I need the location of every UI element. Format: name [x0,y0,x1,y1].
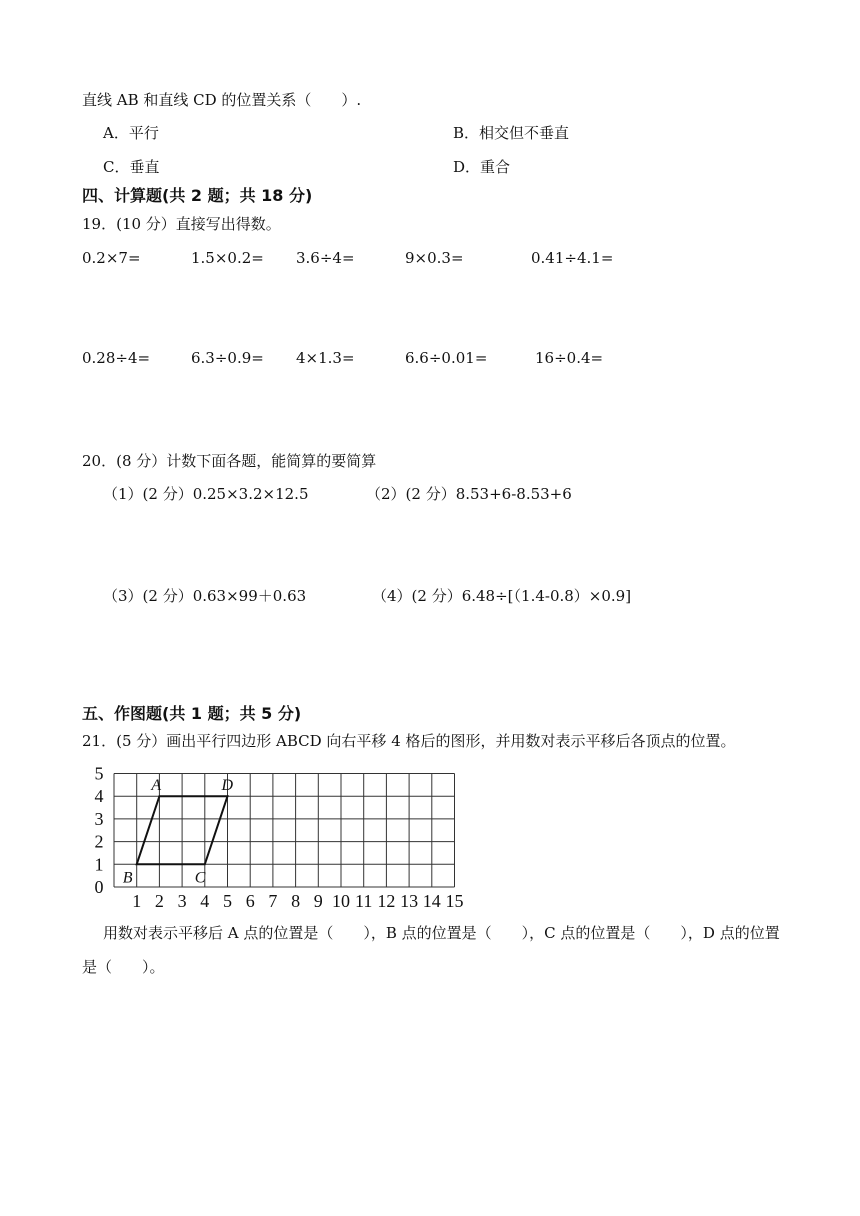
q18-option-d: D．重合 [453,158,511,176]
q19-item: 6.6÷0.01= [405,349,488,367]
x-axis-label: 10 [332,891,350,911]
x-axis-label: 12 [377,891,396,911]
y-axis-label: 5 [94,763,104,784]
q19-item: 6.3÷0.9= [191,349,264,367]
x-axis-label: 8 [291,891,301,911]
y-axis-label: 2 [94,831,104,852]
q18-option-b: B．相交但不垂直 [453,124,570,142]
vertex-label: B [122,869,133,887]
q19-item: 0.41÷4.1= [531,249,614,267]
section-5-title: 五、作图题(共 1 题；共 5 分) [82,704,302,723]
q21-stem: 21．(5 分）画出平行四边形 ABCD 向右平移 4 格后的图形，并用数对表示平移后各顶点的位置。 [82,732,736,750]
x-axis-label: 3 [177,891,187,911]
coordinate-grid [92,760,482,912]
q21-answer-line-2: 是（ ）。 [82,958,165,976]
vertex-label: C [194,869,206,887]
x-axis-label: 15 [445,891,464,911]
x-axis-label: 7 [268,891,278,911]
x-axis-label: 9 [313,891,323,911]
y-axis-label: 0 [94,877,104,897]
x-axis-label: 2 [154,891,164,911]
vertex-label: D [221,777,234,795]
q18-stem: 直线 AB 和直线 CD 的位置关系（ ）. [82,91,362,109]
x-axis-label: 6 [245,891,255,911]
x-axis-label: 4 [200,891,210,911]
y-axis-label: 1 [94,854,104,875]
x-axis-label: 11 [355,891,373,911]
section-4-title: 四、计算题(共 2 题；共 18 分) [82,186,313,205]
y-axis-label: 3 [94,808,104,829]
x-axis-label: 1 [132,891,142,911]
q19-item: 3.6÷4= [296,249,355,267]
y-axis-label: 4 [94,786,104,807]
q18-option-c: C．垂直 [103,158,160,176]
q19-item: 4×1.3= [296,349,355,367]
q19-item: 0.2×7= [82,249,141,267]
x-axis-label: 14 [422,891,441,911]
q20-stem: 20．(8 分）计数下面各题，能简算的要简算 [82,452,377,470]
q19-item: 0.28÷4= [82,349,151,367]
q21-answer-line-1: 用数对表示平移后 A 点的位置是（ ），B 点的位置是（ ），C 点的位置是（ ），D 点的位置 [103,924,780,942]
q19-item: 1.5×0.2= [191,249,264,267]
q19-item: 16÷0.4= [535,349,604,367]
q20-part-3: （3）(2 分）0.63×99＋0.63 [103,587,307,605]
q20-part-1: （1）(2 分）0.25×3.2×12.5 [103,485,309,503]
x-axis-label: 5 [223,891,232,911]
q20-part-2: （2）(2 分）8.53+6-8.53+6 [366,485,572,503]
q19-item: 9×0.3= [405,249,464,267]
vertex-label: A [151,777,162,795]
q18-option-a: A．平行 [103,124,159,142]
q19-stem: 19．(10 分）直接写出得数。 [82,215,281,233]
q20-part-4: （4）(2 分）6.48÷[（1.4-0.8）×0.9] [372,587,632,605]
x-axis-label: 13 [400,891,419,911]
